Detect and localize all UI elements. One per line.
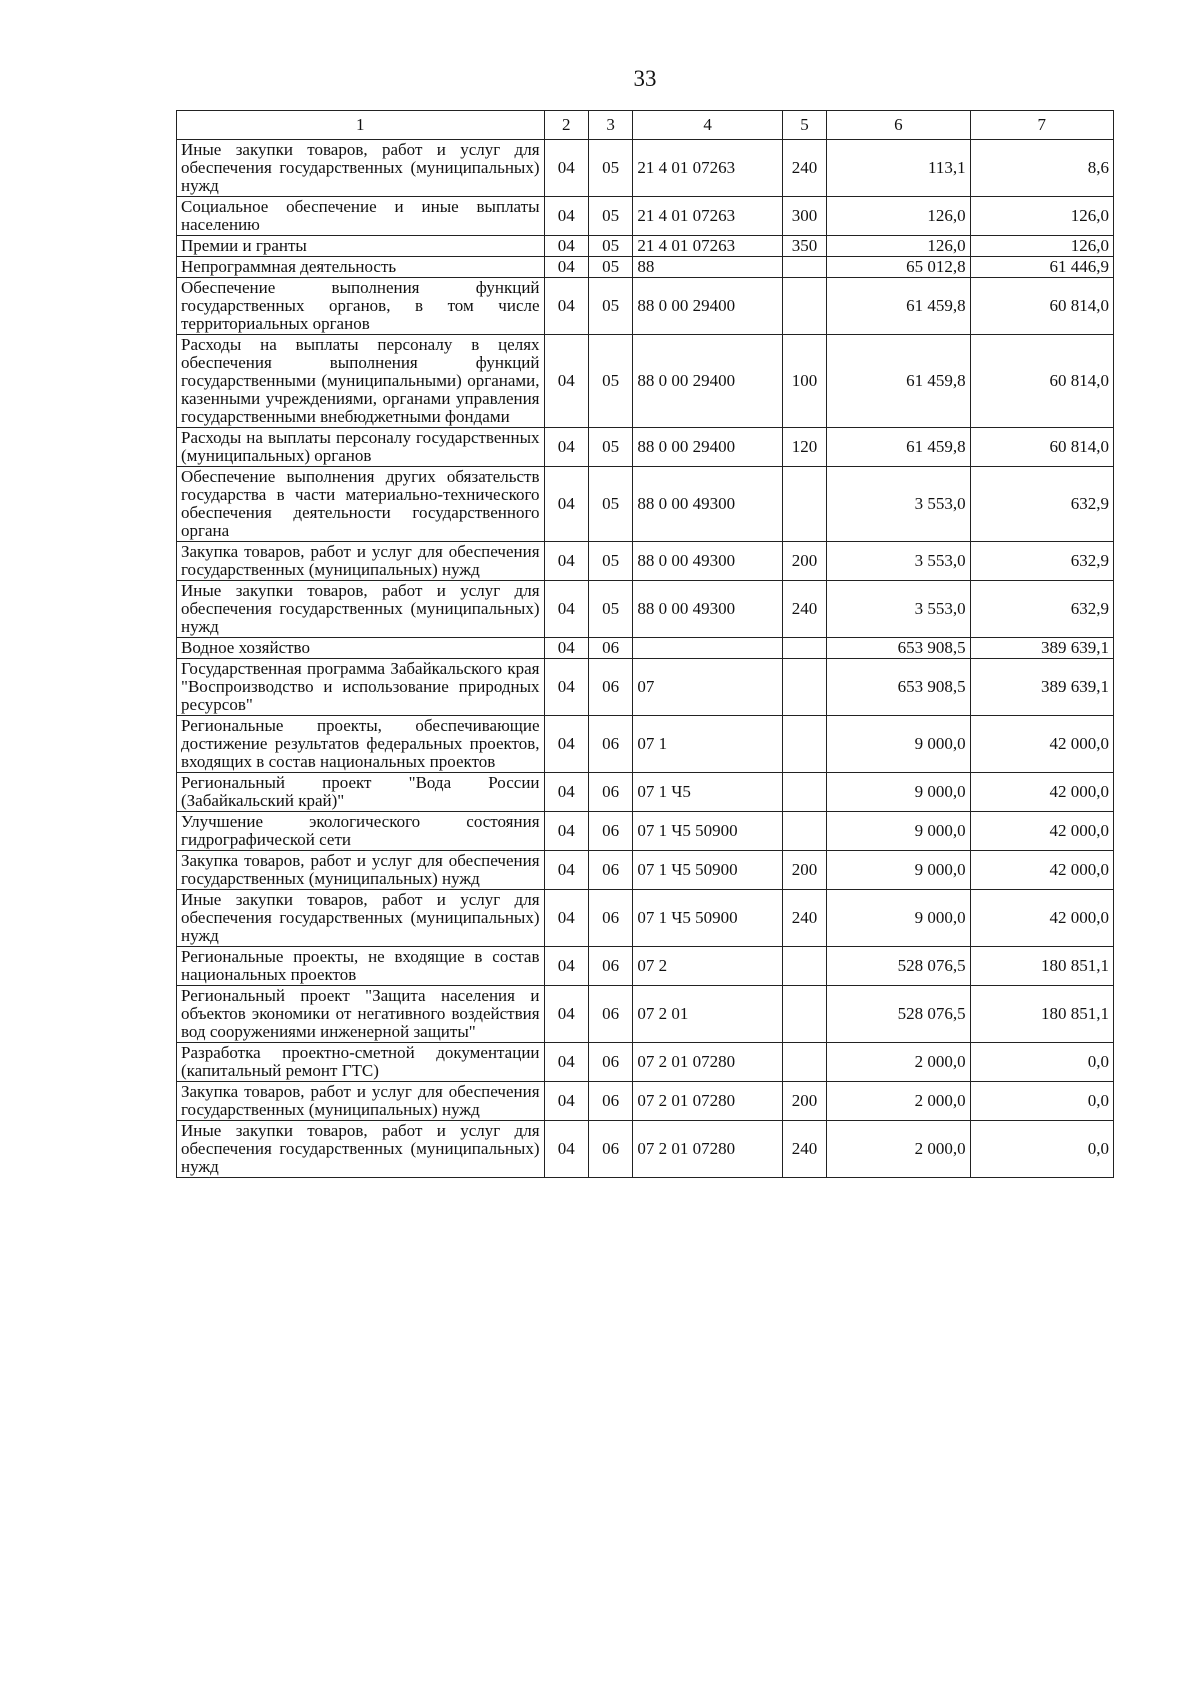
row-section: 04	[544, 428, 588, 467]
row-amount-1: 528 076,5	[827, 947, 970, 986]
row-name: Иные закупки товаров, работ и услуг для обеспечения государственных (муниципальных) нужд	[177, 1121, 545, 1178]
table-row	[177, 236, 1114, 257]
row-section: 04	[544, 335, 588, 428]
row-section: 04	[544, 1043, 588, 1082]
row-name: Государственная программа Забайкальского края "Воспроизводство и использование природных ресурсов"	[177, 659, 545, 716]
row-section: 04	[544, 638, 588, 659]
row-subsection: 06	[588, 659, 632, 716]
row-expense-type	[782, 947, 826, 986]
row-amount-1: 653 908,5	[827, 659, 970, 716]
table-row	[177, 542, 1114, 581]
row-amount-1: 9 000,0	[827, 773, 970, 812]
row-amount-1: 9 000,0	[827, 890, 970, 947]
row-target-code: 07	[633, 659, 782, 716]
row-name: Расходы на выплаты персоналу государственных (муниципальных) органов	[177, 428, 545, 467]
row-target-code: 21 4 01 07263	[633, 197, 782, 236]
row-name: Водное хозяйство	[177, 638, 545, 659]
header-col-5: 5	[782, 111, 826, 140]
row-expense-type: 240	[782, 140, 826, 197]
row-subsection: 06	[588, 1082, 632, 1121]
row-subsection: 06	[588, 947, 632, 986]
row-amount-2: 126,0	[970, 197, 1113, 236]
row-expense-type: 100	[782, 335, 826, 428]
table-row	[177, 197, 1114, 236]
row-target-code	[633, 638, 782, 659]
table-row	[177, 257, 1114, 278]
row-section: 04	[544, 773, 588, 812]
row-amount-2: 8,6	[970, 140, 1113, 197]
row-name: Иные закупки товаров, работ и услуг для обеспечения государственных (муниципальных) нужд	[177, 581, 545, 638]
table-row	[177, 140, 1114, 197]
row-expense-type: 200	[782, 542, 826, 581]
row-name: Региональные проекты, не входящие в состав национальных проектов	[177, 947, 545, 986]
row-target-code: 07 2 01 07280	[633, 1043, 782, 1082]
row-subsection: 05	[588, 257, 632, 278]
table-row	[177, 638, 1114, 659]
row-amount-2: 180 851,1	[970, 986, 1113, 1043]
row-amount-2: 60 814,0	[970, 278, 1113, 335]
row-target-code: 07 1 Ч5 50900	[633, 890, 782, 947]
row-amount-2: 60 814,0	[970, 335, 1113, 428]
row-subsection: 06	[588, 851, 632, 890]
row-section: 04	[544, 986, 588, 1043]
row-subsection: 06	[588, 773, 632, 812]
table-row	[177, 1043, 1114, 1082]
row-amount-2: 632,9	[970, 542, 1113, 581]
row-target-code: 88 0 00 29400	[633, 278, 782, 335]
row-expense-type	[782, 659, 826, 716]
row-expense-type: 200	[782, 1082, 826, 1121]
table-body	[177, 140, 1114, 1178]
row-amount-1: 3 553,0	[827, 581, 970, 638]
row-amount-2: 42 000,0	[970, 773, 1113, 812]
row-subsection: 05	[588, 581, 632, 638]
row-target-code: 88 0 00 49300	[633, 542, 782, 581]
row-target-code: 07 2 01 07280	[633, 1121, 782, 1178]
row-target-code: 21 4 01 07263	[633, 236, 782, 257]
row-section: 04	[544, 140, 588, 197]
row-amount-1: 9 000,0	[827, 851, 970, 890]
row-section: 04	[544, 197, 588, 236]
row-section: 04	[544, 659, 588, 716]
row-amount-2: 0,0	[970, 1082, 1113, 1121]
header-row	[177, 111, 1114, 140]
row-expense-type	[782, 773, 826, 812]
row-amount-2: 0,0	[970, 1043, 1113, 1082]
row-section: 04	[544, 812, 588, 851]
row-expense-type	[782, 812, 826, 851]
row-target-code: 07 1	[633, 716, 782, 773]
row-expense-type: 300	[782, 197, 826, 236]
row-amount-2: 61 446,9	[970, 257, 1113, 278]
row-expense-type: 240	[782, 1121, 826, 1178]
row-target-code: 88	[633, 257, 782, 278]
row-expense-type: 240	[782, 581, 826, 638]
table-row	[177, 581, 1114, 638]
header-col-1: 1	[177, 111, 545, 140]
row-amount-2: 42 000,0	[970, 812, 1113, 851]
row-section: 04	[544, 278, 588, 335]
row-subsection: 05	[588, 542, 632, 581]
row-amount-2: 42 000,0	[970, 890, 1113, 947]
row-amount-1: 653 908,5	[827, 638, 970, 659]
table-row	[177, 773, 1114, 812]
row-amount-1: 2 000,0	[827, 1121, 970, 1178]
row-section: 04	[544, 851, 588, 890]
row-name: Разработка проектно-сметной документации (капитальный ремонт ГТС)	[177, 1043, 545, 1082]
row-subsection: 05	[588, 335, 632, 428]
row-amount-1: 9 000,0	[827, 812, 970, 851]
row-amount-2: 632,9	[970, 467, 1113, 542]
row-amount-2: 42 000,0	[970, 851, 1113, 890]
row-amount-1: 2 000,0	[827, 1043, 970, 1082]
row-subsection: 05	[588, 236, 632, 257]
row-name: Закупка товаров, работ и услуг для обеспечения государственных (муниципальных) нужд	[177, 542, 545, 581]
row-amount-2: 389 639,1	[970, 659, 1113, 716]
row-target-code: 07 2 01 07280	[633, 1082, 782, 1121]
table-row	[177, 1121, 1114, 1178]
row-target-code: 88 0 00 29400	[633, 428, 782, 467]
row-amount-2: 180 851,1	[970, 947, 1113, 986]
row-subsection: 06	[588, 638, 632, 659]
row-name: Иные закупки товаров, работ и услуг для обеспечения государственных (муниципальных) нужд	[177, 890, 545, 947]
header-col-6: 6	[827, 111, 970, 140]
row-amount-1: 126,0	[827, 197, 970, 236]
row-amount-1: 61 459,8	[827, 335, 970, 428]
row-amount-1: 3 553,0	[827, 542, 970, 581]
row-subsection: 06	[588, 812, 632, 851]
table-row	[177, 659, 1114, 716]
row-target-code: 07 2 01	[633, 986, 782, 1043]
page-number: 33	[633, 66, 657, 91]
row-amount-1: 3 553,0	[827, 467, 970, 542]
row-subsection: 06	[588, 890, 632, 947]
row-amount-1: 113,1	[827, 140, 970, 197]
row-subsection: 05	[588, 197, 632, 236]
row-section: 04	[544, 1121, 588, 1178]
header-col-3: 3	[588, 111, 632, 140]
row-name: Региональные проекты, обеспечивающие достижение результатов федеральных проектов, входящих в состав национальных проектов	[177, 716, 545, 773]
row-expense-type: 120	[782, 428, 826, 467]
row-expense-type	[782, 716, 826, 773]
row-target-code: 07 1 Ч5 50900	[633, 812, 782, 851]
row-amount-1: 9 000,0	[827, 716, 970, 773]
row-amount-2: 632,9	[970, 581, 1113, 638]
row-amount-1: 126,0	[827, 236, 970, 257]
row-target-code: 21 4 01 07263	[633, 140, 782, 197]
header-col-7: 7	[970, 111, 1113, 140]
row-name: Закупка товаров, работ и услуг для обеспечения государственных (муниципальных) нужд	[177, 1082, 545, 1121]
row-name: Непрограммная деятельность	[177, 257, 545, 278]
table-row	[177, 467, 1114, 542]
row-name: Региональный проект "Вода России (Забайкальский край)"	[177, 773, 545, 812]
row-name: Иные закупки товаров, работ и услуг для обеспечения государственных (муниципальных) нужд	[177, 140, 545, 197]
row-name: Обеспечение выполнения функций государственных органов, в том числе территориальных органов	[177, 278, 545, 335]
row-expense-type	[782, 1043, 826, 1082]
row-subsection: 05	[588, 428, 632, 467]
row-subsection: 05	[588, 278, 632, 335]
table-row	[177, 1082, 1114, 1121]
row-section: 04	[544, 581, 588, 638]
row-name: Социальное обеспечение и иные выплаты населению	[177, 197, 545, 236]
row-amount-2: 60 814,0	[970, 428, 1113, 467]
table-row	[177, 890, 1114, 947]
header-col-2: 2	[544, 111, 588, 140]
table-row	[177, 851, 1114, 890]
row-target-code: 07 1 Ч5	[633, 773, 782, 812]
row-amount-2: 126,0	[970, 236, 1113, 257]
row-target-code: 88 0 00 49300	[633, 467, 782, 542]
row-expense-type	[782, 986, 826, 1043]
row-amount-1: 61 459,8	[827, 428, 970, 467]
row-section: 04	[544, 236, 588, 257]
row-section: 04	[544, 947, 588, 986]
budget-table	[176, 110, 1114, 1178]
row-subsection: 06	[588, 986, 632, 1043]
row-amount-2: 42 000,0	[970, 716, 1113, 773]
table-row	[177, 986, 1114, 1043]
row-amount-1: 65 012,8	[827, 257, 970, 278]
row-subsection: 05	[588, 467, 632, 542]
table-row	[177, 335, 1114, 428]
row-expense-type	[782, 467, 826, 542]
row-name: Региональный проект "Защита населения и объектов экономики от негативного воздействия вод сооружениями инженерной защиты"	[177, 986, 545, 1043]
row-section: 04	[544, 890, 588, 947]
row-name: Улучшение экологического состояния гидрографической сети	[177, 812, 545, 851]
row-name: Закупка товаров, работ и услуг для обеспечения государственных (муниципальных) нужд	[177, 851, 545, 890]
row-section: 04	[544, 1082, 588, 1121]
row-target-code: 07 1 Ч5 50900	[633, 851, 782, 890]
row-subsection: 06	[588, 1121, 632, 1178]
header-col-4: 4	[633, 111, 782, 140]
row-amount-1: 2 000,0	[827, 1082, 970, 1121]
row-target-code: 88 0 00 49300	[633, 581, 782, 638]
row-target-code: 07 2	[633, 947, 782, 986]
row-subsection: 06	[588, 1043, 632, 1082]
row-amount-2: 389 639,1	[970, 638, 1113, 659]
row-expense-type	[782, 638, 826, 659]
table-row	[177, 716, 1114, 773]
row-amount-1: 61 459,8	[827, 278, 970, 335]
row-name: Расходы на выплаты персоналу в целях обеспечения выполнения функций государственными (муниципальными) органами, казенными учреждениями, органами управления государственными внебюджетными фондами	[177, 335, 545, 428]
row-subsection: 06	[588, 716, 632, 773]
table-row	[177, 812, 1114, 851]
row-subsection: 05	[588, 140, 632, 197]
row-expense-type: 350	[782, 236, 826, 257]
row-section: 04	[544, 467, 588, 542]
table-row	[177, 947, 1114, 986]
row-section: 04	[544, 257, 588, 278]
table-row	[177, 278, 1114, 335]
row-section: 04	[544, 542, 588, 581]
row-amount-2: 0,0	[970, 1121, 1113, 1178]
row-expense-type: 240	[782, 890, 826, 947]
row-expense-type: 200	[782, 851, 826, 890]
row-target-code: 88 0 00 29400	[633, 335, 782, 428]
row-expense-type	[782, 257, 826, 278]
table-row	[177, 428, 1114, 467]
row-name: Обеспечение выполнения других обязательств государства в части материально-технического обеспечения деятельности государственного органа	[177, 467, 545, 542]
row-amount-1: 528 076,5	[827, 986, 970, 1043]
row-section: 04	[544, 716, 588, 773]
row-name: Премии и гранты	[177, 236, 545, 257]
row-expense-type	[782, 278, 826, 335]
